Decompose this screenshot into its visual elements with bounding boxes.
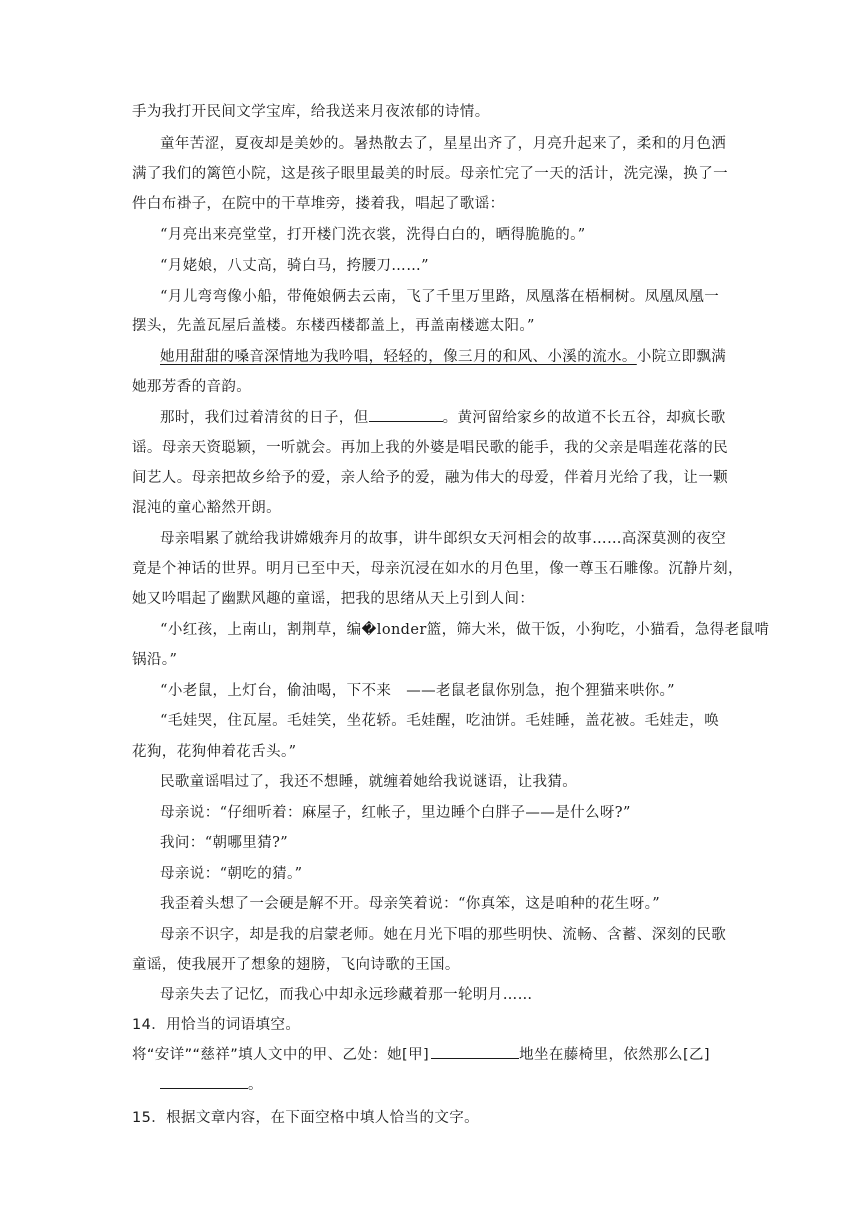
paragraph-line: 母亲不识字，却是我的启蒙老师。她在月光下唱的那些明快、流畅、含蓄、深刻的民歌 <box>160 927 727 943</box>
answer-blank-jia[interactable] <box>431 1058 519 1059</box>
question-14-title: 14．用恰当的词语填空。 <box>132 1017 301 1033</box>
dialogue-line: 我歪着头想了一会硬是解不开。母亲笑着说：“你真笨，这是咱种的花生呀。” <box>160 896 661 912</box>
song-line: “小红孩，上南山，割荆草，编�londer篮，筛大米，做干饭，小狗吃，小猫看，急得老鼠啃 <box>160 622 770 638</box>
fill-blank <box>369 421 443 422</box>
song-line: 摆头，先盖瓦屋后盖楼。东楼西楼都盖上，再盖南楼遮太阳。” <box>132 318 535 334</box>
paragraph-line: 满了我们的篱笆小院，这是孩子眼里最美的时辰。母亲忙完了一天的活计，洗完澡，换了一 <box>132 166 728 182</box>
paragraph-line: 她又吟唱起了幽默风趣的童谣，把我的思绪从天上引到人间： <box>132 591 535 607</box>
song-line: “月亮出来亮堂堂，打开楼门洗衣裳，洗得白白的，晒得脆脆的。” <box>160 227 586 243</box>
paragraph-line: 谣。母亲天资聪颖，一听就会。再加上我的外婆是唱民歌的能手，我的父亲是唱莲花落的民 <box>132 440 728 456</box>
song-line: “月姥娘，八丈高，骑白马，挎腰刀……” <box>160 258 429 274</box>
paragraph-line: 她那芳香的音韵。 <box>132 379 252 395</box>
song-line: 锅沿。” <box>132 652 178 668</box>
paragraph-line: 件白布褂子，在院中的干草堆旁，搂着我，唱起了歌谣： <box>132 196 505 212</box>
paragraph-line: 童年苦涩，夏夜却是美妙的。暑热散去了，星星出齐了，月亮升起来了，柔和的月色洒 <box>160 136 727 152</box>
song-line: “毛娃哭，住瓦屋。毛娃笑，坐花轿。毛娃醒，吃油饼。毛娃睡，盖花被。毛娃走，唤 <box>160 713 720 729</box>
dialogue-line: 母亲说：“朝吃的猜。” <box>160 866 303 882</box>
underlined-sentence: 她用甜甜的嗓音深情地为我吟唱，轻轻的，像三月的和风、小溪的流水。 <box>160 349 637 365</box>
answer-blank-yi[interactable] <box>160 1088 248 1089</box>
paragraph-line: 母亲失去了记忆，而我心中却永远珍藏着那一轮明月…… <box>160 987 533 1003</box>
paragraph-line <box>160 408 760 428</box>
text-span: 。 <box>248 1077 263 1093</box>
song-line: “小老鼠，上灯台，偷油喝，下不来 ——老鼠老鼠你别急，抱个狸猫来哄你。” <box>160 683 675 699</box>
paragraph-line: 民歌童谣唱过了，我还不想睡，就缠着她给我说谜语，让我猜。 <box>160 774 578 790</box>
paragraph-line: 混沌的童心豁然开朗。 <box>132 500 281 516</box>
paragraph-line: 间艺人。母亲把故乡给予的爱，亲人给予的爱，融为伟大的母爱，伴着月光给了我，让一颗 <box>132 470 728 486</box>
question-14-continuation <box>160 1075 760 1095</box>
dialogue-line: 母亲说：“仔细听着：麻屋子，红帐子，里边睡个白胖子——是什么呀?” <box>160 805 631 821</box>
text-span: 那时，我们过着清贫的日子，但 <box>160 410 369 426</box>
question-15-title: 15．根据文章内容，在下面空格中填人恰当的文字。 <box>132 1110 480 1126</box>
text-span: 地坐在藤椅里，依然那么[乙] <box>519 1047 710 1063</box>
text-span: 。黄河留给家乡的故道不长五谷，却疯长歌 <box>442 410 726 426</box>
dialogue-line: 我问：“朝哪里猜?” <box>160 835 289 851</box>
paragraph-line <box>160 347 760 367</box>
paragraph-line: 童谣，使我展开了想象的翅膀，飞向诗歌的王国。 <box>132 957 460 973</box>
song-line: “月儿弯弯像小船，带俺娘俩去云南，飞了千里万里路，凤凰落在梧桐树。凤凰凤凰一 <box>160 289 720 305</box>
text-span: 将“安详”“慈祥”填人文中的甲、乙处：她[甲] <box>132 1047 430 1063</box>
paragraph-line: 竟是个神话的世界。明月已至中天，母亲沉浸在如水的月色里，像一尊玉石雕像。沉静片刻， <box>132 561 743 577</box>
text-span: 小院立即飘满 <box>636 349 727 365</box>
song-line: 花狗，花狗伸着花舌头。” <box>132 744 297 760</box>
question-14-prompt <box>132 1045 732 1065</box>
paragraph-line: 母亲唱累了就给我讲嫦娥奔月的故事，讲牛郎织女天河相会的故事……高深莫测的夜空 <box>160 531 727 547</box>
paragraph-line: 手为我打开民间文学宝库，给我送来月夜浓郁的诗情。 <box>132 104 490 120</box>
